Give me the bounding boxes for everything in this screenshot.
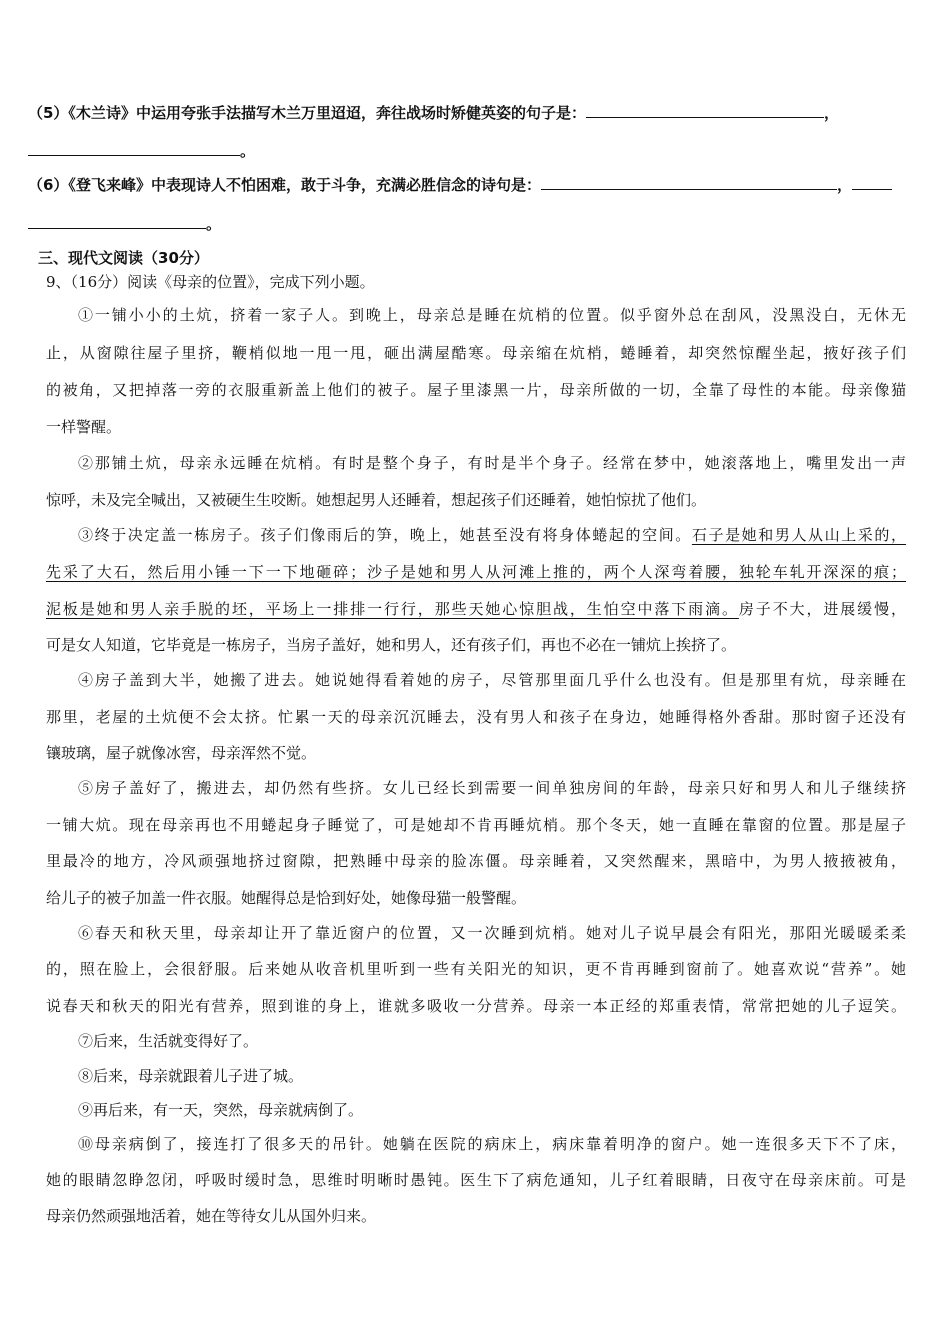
answer-blank[interactable] [852, 175, 892, 190]
paragraph-5-line: 一铺大炕。现在母亲再也不用蜷起身子睡觉了，可是她却不肯再睡炕梢。那个冬天，她一直睡在靠窗的位置。那是屋子 [46, 816, 906, 834]
paragraph-1-line: 的被角，又把掉落一旁的衣服重新盖上他们的被子。屋子里漆黑一片，母亲所做的一切，全靠了母性的本能。母亲像猫 [46, 381, 906, 399]
paragraph-9: ⑨再后来，有一天，突然，母亲就病倒了。 [78, 1101, 364, 1119]
paragraph-4-line: 镶玻璃，屋子就像冰窖，母亲浑然不觉。 [46, 744, 317, 762]
paragraph-3-line: 可是女人知道，它毕竟是一栋房子，当房子盖好，她和男人，还有孩子们，再也不必在一铺炕上挨挤了。 [46, 636, 737, 654]
paragraph-2-line: 惊呼，未及完全喊出，又被硬生生咬断。她想起男人还睡着，想起孩子们还睡着，她怕惊扰了他们。 [46, 491, 707, 509]
paragraph-6-line: ⑥春天和秋天里，母亲却让开了靠近窗户的位置，又一次睡到炕梢。她对儿子说早晨会有阳光，那阳光暖暖柔柔 [78, 924, 906, 942]
paragraph-8: ⑧后来，母亲就跟着儿子进了城。 [78, 1067, 304, 1085]
question-6 [28, 175, 908, 195]
question-6-sep: ， [836, 176, 852, 194]
question-5-text: （5）《木兰诗》中运用夸张手法描写木兰万里迢迢，奔往战场时矫健英姿的句子是： [28, 104, 586, 122]
question-9-intro: 9、（16分）阅读《母亲的位置》，完成下列小题。 [46, 273, 375, 291]
paragraph-5-line: ⑤房子盖好了，搬进去，却仍然有些挤。女儿已经长到需要一间单独房间的年龄，母亲只好和男人和儿子继续挤 [78, 779, 906, 797]
question-6-end: 。 [206, 215, 222, 233]
question-5-continued [28, 141, 908, 161]
answer-blank[interactable] [28, 214, 206, 229]
underlined-sentence: 先采了大石，然后用小锤一下一下地砸碎；沙子是她和男人从河滩上推的，两个人深弯着腰，独轮车轧开深深的痕； [46, 563, 906, 581]
question-6-text: （6）《登飞来峰》中表现诗人不怕困难，敢于斗争，充满必胜信念的诗句是： [28, 176, 541, 194]
paragraph-1-line: 止，从窗隙往屋子里挤，鞭梢似地一甩一甩，砸出满屋酷寒。母亲缩在炕梢，蜷睡着，却突然惊醒坐起，掖好孩子们 [46, 344, 906, 362]
answer-blank[interactable] [586, 103, 824, 118]
paragraph-4-line: ④房子盖到大半，她搬了进去。她说她得看着她的房子，尽管那里面几乎什么也没有。但是那里有炕，母亲睡在 [78, 671, 906, 689]
paragraph-3-text: ③终于决定盖一栋房子。孩子们像雨后的笋，晚上，她甚至没有将身体蜷起的空间。 [78, 526, 692, 544]
paragraph-7: ⑦后来，生活就变得好了。 [78, 1032, 259, 1050]
paragraph-2-line: ②那铺土炕，母亲永远睡在炕梢。有时是整个身子，有时是半个身子。经常在梦中，她滚落地上，嘴里发出一声 [78, 454, 906, 472]
paragraph-10-line: 母亲仍然顽强地活着，她在等待女儿从国外归来。 [46, 1207, 377, 1225]
question-5-sep: ， [823, 104, 839, 122]
question-5-end: 。 [240, 142, 256, 160]
answer-blank[interactable] [541, 175, 837, 190]
paragraph-3-line [78, 524, 906, 545]
paragraph-10-line: 她的眼睛忽睁忽闭，呼吸时缓时急，思维时明晰时愚钝。医生下了病危通知，儿子红着眼睛，日夜守在母亲床前。可是 [46, 1171, 906, 1189]
paragraph-6-line: 说春天和秋天的阳光有营养，照到谁的身上，谁就多吸收一分营养。母亲一本正经的郑重表情，常常把她的儿子逗笑。 [46, 997, 906, 1015]
paragraph-6-line: 的，照在脸上，会很舒服。后来她从收音机里听到一些有关阳光的知识，更不肯再睡到窗前了。她喜欢说“营养”。她 [46, 960, 906, 978]
paragraph-1-line: 一样警醒。 [46, 418, 122, 436]
paragraph-4-line: 那里，老屋的土炕便不会太挤。忙累一天的母亲沉沉睡去，没有男人和孩子在身边，她睡得格外香甜。那时窗子还没有 [46, 708, 906, 726]
paragraph-5-line: 里最冷的地方，冷风顽强地挤过窗隙，把熟睡中母亲的脸冻僵。母亲睡着，又突然醒来，黑暗中，为男人掖掖被角， [46, 852, 906, 870]
answer-blank[interactable] [28, 141, 240, 156]
question-6-continued [28, 214, 908, 234]
paragraph-3-line [46, 598, 906, 619]
paragraph-1-line: ①一铺小小的土炕，挤着一家子人。到晚上，母亲总是睡在炕梢的位置。似乎窗外总在刮风，没黑没白，无休无 [78, 306, 906, 324]
paragraph-10-line: ⑩母亲病倒了，接连打了很多天的吊针。她躺在医院的病床上，病床靠着明净的窗户。她一连很多天下不了床， [78, 1135, 906, 1153]
underlined-sentence: 泥板是她和男人亲手脱的坯，平场上一排排一行行，那些天她心惊胆战，生怕空中落下雨滴。 [46, 600, 739, 618]
question-5 [28, 103, 908, 123]
underlined-sentence: 石子是她和男人从山上采的， [691, 526, 906, 544]
section-heading: 三、现代文阅读（30分） [38, 249, 209, 267]
paragraph-3-text: 房子不大，进展缓慢， [738, 600, 906, 618]
paragraph-5-line: 给儿子的被子加盖一件衣服。她醒得总是恰到好处，她像母猫一般警醒。 [46, 889, 527, 907]
